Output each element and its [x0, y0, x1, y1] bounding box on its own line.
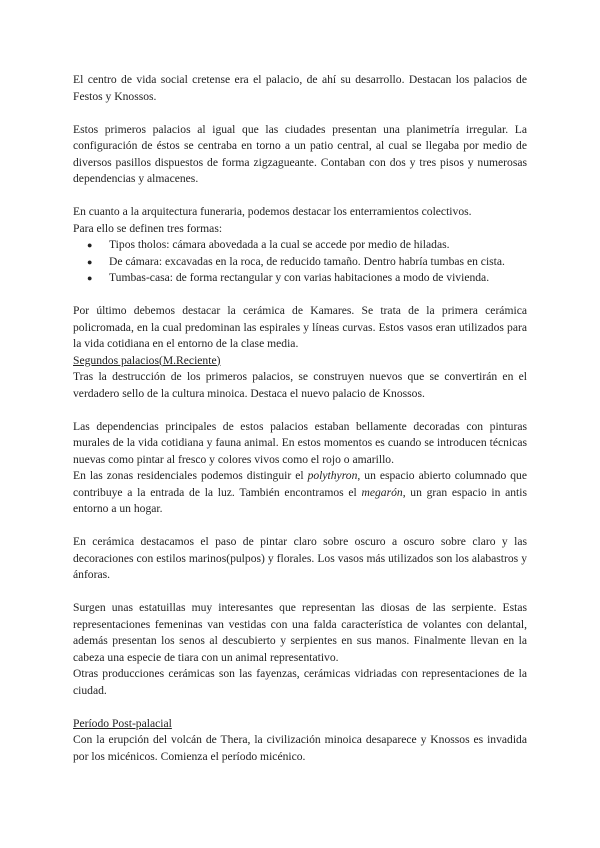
list-item: ● De cámara: excavadas en la roca, de reducido tamaño. Dentro habría tumbas en cista.: [109, 254, 527, 271]
paragraph-fayenzas: Otras producciones cerámicas son las fayenzas, cerámicas vidriadas con representaciones de la ciudad.: [73, 667, 527, 697]
spacer: [73, 402, 527, 419]
paragraph-estatuillas: Surgen unas estatuillas muy interesantes que representan las diosas de las serpiente. Estas representaciones femeninas van vestidas con una falda característica de volantes con delantal, además presentan los senos al descubierto y serpientes en sus manos. Finalmente llevan en la cabeza una especie de tiara con un animal representativo.: [73, 601, 527, 664]
term-polythyron: polythyron: [307, 469, 358, 482]
paragraph-primeros-palacios: Estos primeros palacios al igual que las ciudades presentan una planimetría irregular. La configuración de éstos se centraba en torno a un patio central, al cual se llegaba por medio de diversos pasillos dispuestos de forma zigzagueante. Contaban con dos y tres pisos y numerosas dependencias y almacenes.: [73, 122, 527, 185]
spacer: [73, 699, 527, 716]
paragraph-kamares: Por último debemos destacar la cerámica de Kamares. Se trata de la primera cerámica policromada, en la cual predominan las espirales y líneas curvas. Estos vasos eran utilizados para la vida cotidiana en el entorno de la clase media.: [73, 304, 527, 350]
bullet-list-formas: [73, 237, 527, 287]
section-heading-post-palacial: Período Post-palacial: [73, 716, 172, 730]
paragraph-zonas-residenciales: En las zonas residenciales podemos distinguir el polythyron, un espacio abierto columnado que contribuye a la entrada de la luz. También encontramos el megarón, un gran espacio in antis entorno a un hogar.: [73, 469, 528, 515]
paragraph-arquitectura-funeraria: En cuanto a la arquitectura funeraria, podemos destacar los enterramientos colectivos.: [73, 205, 472, 218]
spacer: [73, 584, 527, 601]
paragraph-ceramica: En cerámica destacamos el paso de pintar claro sobre oscuro a oscuro sobre claro y las decoraciones con estilos marinos(pulpos) y florales. Los vasos más utilizados son los alabastros y ánforas.: [73, 535, 527, 581]
section-heading-segundos-palacios: Segundos palacios(M.Reciente): [73, 353, 221, 367]
list-item: ● Tipos tholos: cámara abovedada a la cual se accede por medio de hiladas.: [109, 237, 527, 254]
term-megaron: megarón: [361, 485, 403, 499]
spacer: [73, 105, 527, 122]
spacer: [73, 188, 527, 205]
bullet-icon: ●: [87, 240, 93, 250]
paragraph-tres-formas: Para ello se definen tres formas:: [73, 221, 223, 235]
bullet-icon: ●: [87, 256, 93, 267]
list-item: ● Tumbas-casa: de forma rectangular y con varias habitaciones a modo de vivienda.: [109, 270, 527, 287]
paragraph-palacio: El centro de vida social cretense era el palacio, de ahí su desarrollo. Destacan los palacios de Festos y Knossos.: [73, 73, 527, 103]
bullet-icon: ●: [87, 273, 93, 283]
paragraph-destruccion: Tras la destrucción de los primeros palacios, se construyen nuevos que se convertirán en el verdadero sello de la cultura minoica. Destaca el nuevo palacio de Knossos.: [73, 370, 527, 400]
paragraph-thera: Con la erupción del volcán de Thera, la civilización minoica desaparece y Knossos es invadida por los micénicos. Comienza el período micénico.: [73, 733, 527, 763]
paragraph-dependencias: Las dependencias principales de estos palacios estaban bellamente decoradas con pinturas murales de la vida cotidiana y fauna animal. En estos momentos es cuando se introducen técnicas nuevas como pintar al fresco y colores vivos como el rojo o amarillo.: [73, 419, 527, 466]
spacer: [73, 287, 527, 304]
spacer: [73, 518, 527, 535]
